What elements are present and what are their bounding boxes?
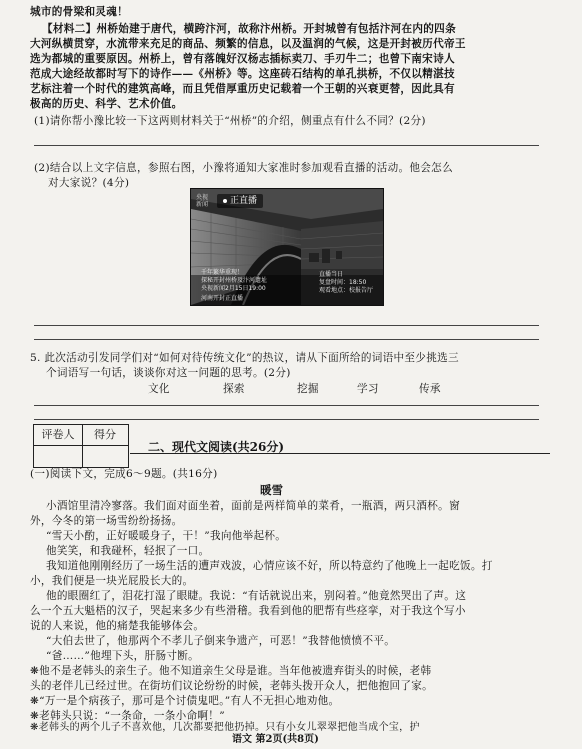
word-option: 挖掘 — [297, 383, 319, 395]
question-2-cont: 对大家说？(4分) — [48, 177, 130, 189]
reading-instruction: (一)阅读下文，完成6～9题。(共16分) — [30, 468, 218, 480]
question-2: (2)结合以上文字信息，参照右图，小豫将通知大家准时参加观看直播的活动。他会怎么 — [34, 162, 453, 174]
paragraph-line: “大伯去世了，他那两个不孝儿子倒来争遗产，可恶！”我替他愤愤不平。 — [46, 635, 396, 647]
question-1: (1)请你帮小豫比较一下这两则材料关于“州桥”的介绍，侧重点有什么不同？(2分) — [34, 115, 426, 127]
section-divider — [130, 453, 550, 454]
text-line: 范成大途经故都时写下的诗作——《州桥》等。这座砖石结构的单孔拱桥，不仅以精湛技 — [30, 68, 455, 80]
answer-line[interactable] — [34, 339, 539, 340]
word-option: 文化 — [148, 383, 170, 395]
answer-line[interactable] — [34, 419, 539, 420]
live-broadcast-image — [190, 188, 384, 306]
paragraph-line: ❋他不是老韩头的亲生子。他不知道亲生父母是谁。当年他被遗弃街头的时候，老韩 — [30, 665, 432, 677]
paragraph-line: 小，我们便是一块光屁股长大的。 — [30, 575, 194, 587]
text-line: 大河纵横贯穿，水流带来充足的商品、频繁的信息，以及温润的气候，这是开封被历代帝王 — [30, 38, 466, 50]
paragraph-line: “雪天小酌，正好暖暖身子，干！”我向他举起杯。 — [46, 530, 287, 542]
live-badge — [217, 194, 263, 208]
paragraph-line: 我知道他刚刚经历了一场生活的遭声戏波，心情应该不好，所以特意约了他晚上一起吃饭。打 — [46, 560, 493, 572]
text-line: 城市的骨梁和灵魂！ — [30, 6, 129, 18]
section-title: 二、现代文阅读(共26分) — [148, 440, 285, 454]
answer-line[interactable] — [34, 325, 539, 326]
paragraph-line: ❋老韩头的两个儿子不喜欢他，几次都要把他扔掉。只有小女儿翠翠把他当成个宝，护 — [30, 722, 420, 733]
schedule-line: 直播当日 — [319, 271, 344, 278]
caption-line: 央视新闻2月15日19:00 — [201, 285, 266, 292]
question-5: 5. 此次活动引发同学们对“如何对待传统文化”的热议，请从下面所给的词语中至少挑选三 — [30, 352, 459, 364]
word-option: 传承 — [419, 383, 441, 395]
schedule-line: 观看地点：校报告厅 — [319, 287, 374, 294]
text-line: 极高的历史、科学、艺术价值。 — [30, 98, 183, 110]
answer-line[interactable] — [34, 145, 539, 146]
score-label: 得分 — [82, 425, 128, 446]
text-line: 选为都城的重要原因。州桥上，曾有落魄好汉杨志插标卖刀、手刃牛二；也曾下南宋诗人 — [30, 53, 455, 65]
paragraph-line: 么一个五大魁梧的汉子，哭起来多少有些滑稽。我看到他的肥帮有些痉挛，对于我这个写小 — [30, 605, 466, 617]
grading-box — [33, 424, 129, 468]
caption-line: 河南开封正直播 — [201, 295, 244, 302]
material-two-label: 【材料二】 — [42, 23, 97, 35]
word-option: 探索 — [223, 383, 245, 395]
answer-line[interactable] — [34, 405, 539, 406]
paragraph-line: 小酒馆里清冷寥落。我们面对面坐着，面前是两样简单的菜肴，一瓶酒，两只酒杯。窗 — [46, 500, 460, 512]
paragraph-line: 说的人来说，他的痛楚我能够体会。 — [30, 620, 205, 632]
page-footer: 语文 第2页(共8页) — [232, 734, 319, 745]
paragraph-line: 外，今冬的第一场雪纷纷扬扬。 — [30, 515, 183, 527]
text-line: 艺标注着一个时代的建筑高峰，而且凭借厚重历史记载着一个王朝的兴衰更替，因此具有 — [30, 83, 455, 95]
question-5-cont: 个词语写一句话，谈谈你对这一问题的思考。(2分) — [46, 367, 291, 379]
grader-label: 评卷人 — [34, 425, 82, 446]
live-label: 正直播 — [230, 196, 258, 206]
live-dot-icon — [223, 199, 227, 203]
paragraph-line: 他笑笑，和我碰杯，轻抿了一口。 — [46, 545, 210, 557]
paragraph-line: 他的眼圈红了，泪花打湿了眼睫。我说：“有话就说出来，别闷着。”他竟然哭出了声。这 — [46, 590, 467, 602]
paragraph-line: 头的老伴儿已经过世。在街坊们议论纷纷的时候，老韩头拨开众人，把他抱回了家。 — [30, 680, 434, 692]
paragraph-line: “爸……”他埋下头，肝肠寸断。 — [46, 650, 200, 662]
schedule-line: 复盘时间：18:50 — [319, 279, 367, 286]
text-line: 州桥始建于唐代，横跨汴河，故称汴州桥。开封城曾有包括汴河在内的四条 — [96, 23, 456, 35]
story-title: 暖雪 — [260, 483, 283, 497]
cctv-news-logo: 央视 新闻 — [196, 194, 209, 208]
material-two-line — [42, 21, 456, 36]
paragraph-line: ❋老韩头只说：“一条命，一条小命啊！” — [30, 710, 225, 722]
caption-line: 探秘开封州桥及汴河遗址 — [201, 277, 268, 284]
table-divider — [82, 425, 83, 467]
caption-line: 千年繁华重现！ — [201, 269, 244, 276]
word-option: 学习 — [357, 383, 379, 395]
paragraph-line: ❋“万一是个病孩子，那可是个讨债鬼吧。”有人不无担心地劝他。 — [30, 695, 340, 707]
